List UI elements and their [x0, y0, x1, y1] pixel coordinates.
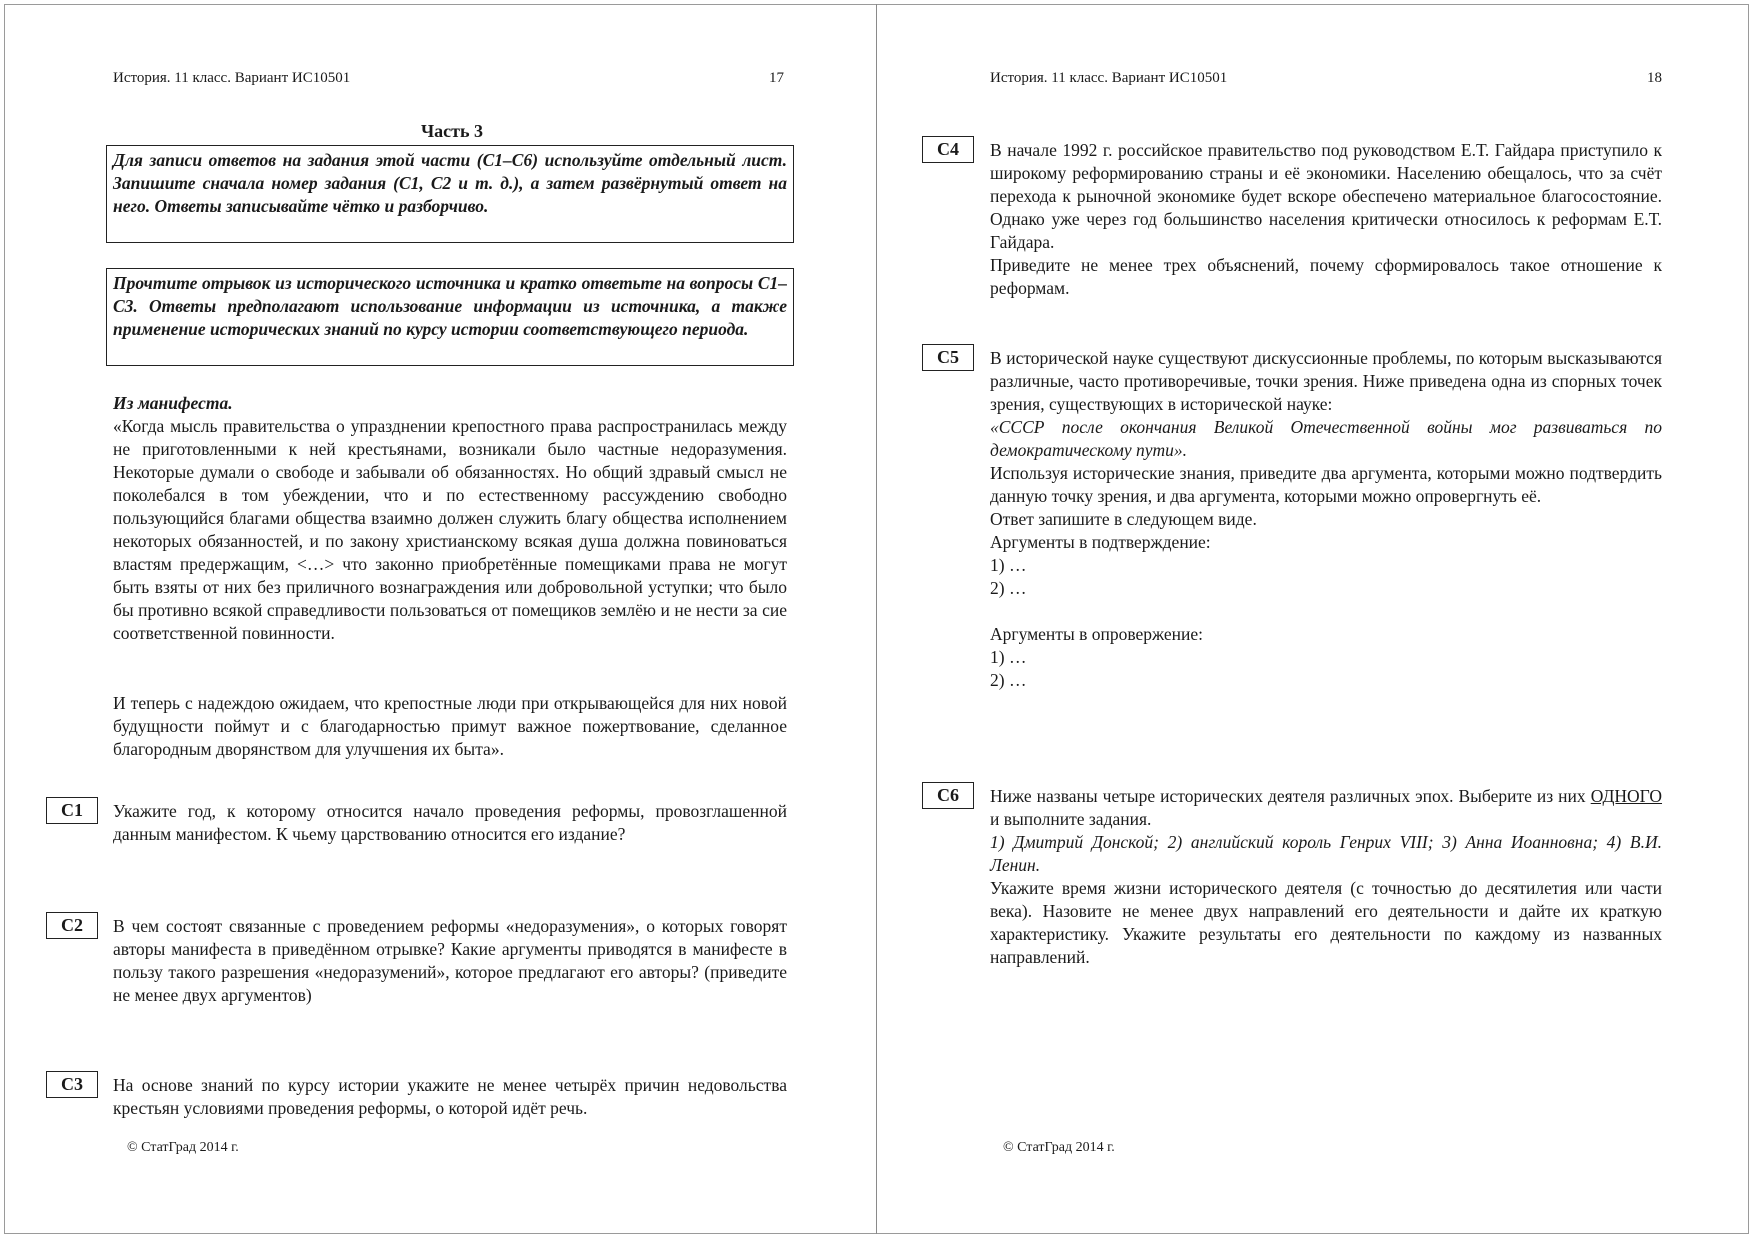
task-label-c6: С6: [922, 782, 974, 809]
task-c4-question: Приведите не менее трех объяснений, почему сформировалось такое отношение к реформам.: [990, 255, 1662, 298]
left-header-title: История. 11 класс. Вариант ИС10501: [113, 70, 351, 86]
confirm-arg-2: 2) …: [990, 578, 1027, 598]
task-c5-text: В исторической науке существуют дискуссионные проблемы, по которым высказываются различные, часто противоречивые, точки зрения. Ниже приведена одна из спорных точек зрения, существующих в исторической науке:: [990, 348, 1662, 414]
task-c1-text: Укажите год, к которому относится начало проведения реформы, провозглашенной данным манифестом. К чьему царствованию относится его издание?: [113, 801, 787, 844]
left-footer: © СтатГрад 2014 г.: [127, 1140, 239, 1155]
task-c6-text-before: Ниже названы четыре исторических деятеля различных эпох. Выберите из них: [990, 786, 1586, 806]
task-c5-block: [990, 347, 1662, 692]
task-label-c1: С1: [46, 797, 98, 824]
excerpt-title: Из манифеста.: [113, 393, 233, 413]
task-c6-list: 1) Дмитрий Донской; 2) английский король Генрих VIII; 3) Анна Иоанновна; 4) В.И. Ленин.: [990, 832, 1662, 875]
right-header-title: История. 11 класс. Вариант ИС10501: [990, 70, 1228, 86]
right-footer: © СтатГрад 2014 г.: [1003, 1140, 1115, 1155]
excerpt-paragraph-2: И теперь с надеждою ожидаем, что крепостные люди при открывающейся для них новой будущности поймут и с благодарностью примут важное пожертвование, сделанное благородным дворянством для улучшения их быта».: [113, 693, 787, 759]
right-page-number: 18: [1647, 70, 1662, 86]
part-title: Часть 3: [420, 121, 484, 141]
source-instruction-box: Прочтите отрывок из исторического источника и кратко ответьте на вопросы С1–С3. Ответы предполагают использование информации из источника, а также применение исторических знаний по курсу истории соответствующего периода.: [106, 268, 794, 366]
instruction-box: Для записи ответов на задания этой части (С1–С6) используйте отдельный лист. Запишите сначала номер задания (С1, С2 и т. д.), а затем развёрнутый ответ на него. Ответы записывайте чётко и разборчиво.: [106, 145, 794, 243]
task-c6-underlined: ОДНОГО: [1590, 786, 1663, 806]
task-c6-task: Укажите время жизни исторического деятеля (с точностью до десятилетия или части века). Назовите не менее двух направлений его деятельности и дайте их краткую характеристику. Укажите результаты его деятельности по каждому из названных направлений.: [990, 878, 1662, 967]
task-c4-block: [990, 139, 1662, 300]
task-c6-text-after: и выполните задания.: [990, 809, 1152, 829]
left-page-number: 17: [769, 70, 784, 86]
task-c5-form-intro: Ответ запишите в следующем виде.: [990, 509, 1257, 529]
refute-arg-1: 1) …: [990, 647, 1027, 667]
task-c2-text: В чем состоят связанные с проведением реформы «недоразумения», о которых говорят авторы манифеста в приведённом отрывке? Какие аргументы приводятся в манифесте в пользу такого разрешения «недоразумений», которое предлагают его авторы? (приведите не менее двух аргументов): [113, 916, 787, 1005]
task-label-c5: С5: [922, 344, 974, 371]
refute-arg-2: 2) …: [990, 670, 1027, 690]
refute-args-title: Аргументы в опровержение:: [990, 624, 1203, 644]
task-label-c2: С2: [46, 912, 98, 939]
task-c6-intro: [990, 785, 1662, 831]
task-c6-block: [990, 785, 1662, 969]
task-label-c4: С4: [922, 136, 974, 163]
confirm-arg-1: 1) …: [990, 555, 1027, 575]
confirm-args-title: Аргументы в подтверждение:: [990, 532, 1211, 552]
task-c3-text: На основе знаний по курсу истории укажите не менее четырёх причин недовольства крестьян условиями проведения реформы, о которой идёт речь.: [113, 1075, 787, 1118]
spacer: [990, 600, 1662, 623]
task-c4-text: В начале 1992 г. российское правительство под руководством Е.Т. Гайдара приступило к широкому реформированию страны и её экономики. Населению обещалось, что за счёт перехода к рыночной экономике будет вскоре обеспечено материальное благосостояние. Однако уже через год большинство населения критически относилось к реформам Е.Т. Гайдара.: [990, 140, 1662, 252]
page-divider: [876, 4, 877, 1234]
task-label-c3: С3: [46, 1071, 98, 1098]
excerpt-paragraph-1: «Когда мысль правительства о упразднении крепостного права распространилась между не приготовленными к ней крестьянами, возникали было частные недоразумения. Некоторые думали о свободе и забывали об обязанностях. Но общий здравый смысл не поколебался в том убеждении, что и по естественному рассуждению свободно пользующийся благами общества взаимно должен служить благу общества исполнением некоторых обязанностей, и по закону христианскому всякая душа должна повиноваться властям предержащим, <…> что законно приобретённые помещиками права не могут быть взяты от них без приличного вознаграждения или добровольной уступки; что было бы противно всякой справедливости пользоваться от помещиков землёю и не нести за сие соответственной повинности.: [113, 416, 787, 643]
task-c5-quote: «СССР после окончания Великой Отечественной войны мог развиваться по демократическому пути».: [990, 417, 1662, 460]
task-c5-task: Используя исторические знания, приведите два аргумента, которыми можно подтвердить данную точку зрения, и два аргумента, которыми можно опровергнуть её.: [990, 463, 1662, 506]
